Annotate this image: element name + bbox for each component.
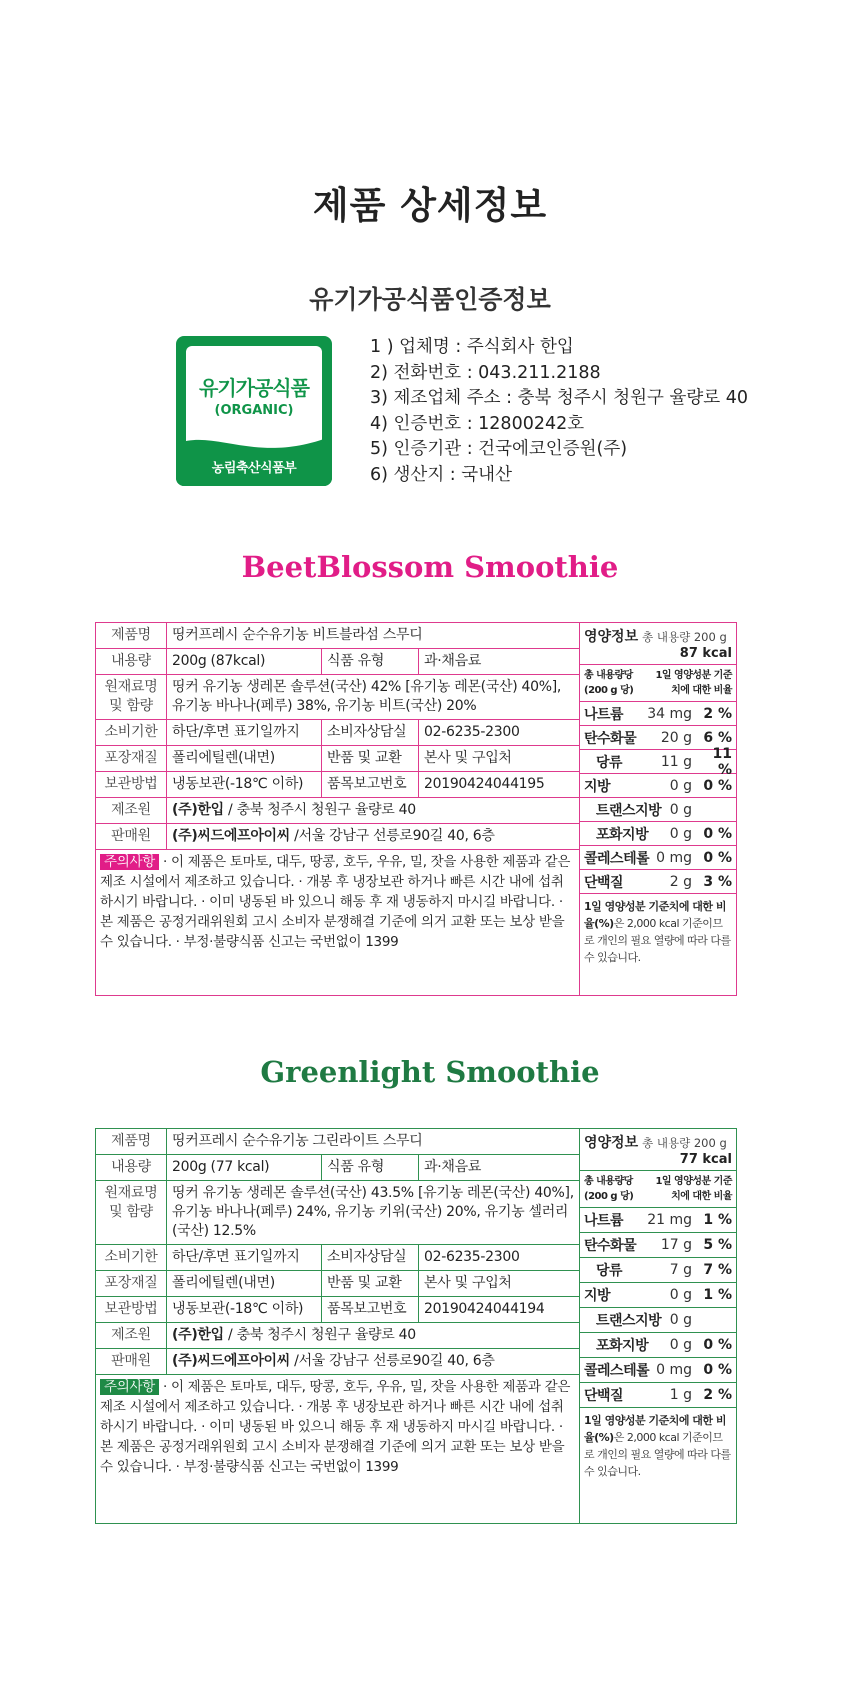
row-maker bbox=[96, 798, 579, 824]
nutrition-total: 총 내용량 200 g bbox=[642, 630, 727, 644]
value-name: 띵커프레시 순수유기농 그린라이트 스무디 bbox=[166, 1129, 579, 1154]
nutrient-name: 콜레스테롤 bbox=[584, 1363, 650, 1379]
nutrient-percent: 0 % bbox=[703, 849, 732, 866]
notice-text: · 이 제품은 토마토, 대두, 땅콩, 호두, 우유, 밀, 잣을 사용한 제품과 같은 제조 시설에서 제조하고 있습니다. · 개봉 후 냉장보관 하거나 빠른 시간 내에 섭취하시기 바랍니다. · 이미 냉동된 바 있으니 해동 후 재 냉동하지 마시길 바랍니다. · 본 제품은 공정거래위원회 고시 소비자 분쟁해결 기준에 의거 교환 또는 보상 받을 수 있습니다. · 부정·불량식품 신고는 국번없이 1399 bbox=[100, 854, 571, 950]
label-maker: 제조원 bbox=[111, 1327, 151, 1343]
value-ingredients: 띵커 유기농 생레몬 솔루션(국산) 42% [유기농 레몬(국산) 40%], 유기농 바나나(페루) 38%, 유기농 비트(국산) 20% bbox=[166, 675, 579, 719]
nutrient-row-protein bbox=[580, 870, 736, 894]
nutrient-percent: 0 % bbox=[703, 1362, 732, 1378]
nutrition-total: 총 내용량 200 g bbox=[642, 1136, 727, 1150]
label-expiry: 소비기한 bbox=[104, 724, 158, 740]
label-storage: 보관방법 bbox=[104, 776, 158, 792]
nutrient-name: 단백질 bbox=[584, 874, 624, 891]
row-packaging bbox=[96, 1271, 579, 1297]
value-maker bbox=[166, 1323, 579, 1348]
nutrient-row-sodium bbox=[580, 1208, 736, 1233]
label-seller: 판매원 bbox=[111, 828, 151, 844]
footnote-text: 은 2,000 kcal 기준이므로 개인의 필요 열량에 따라 다를 수 있습니다. bbox=[584, 917, 731, 964]
label-ingredients: 원재료명 및 함량 bbox=[104, 1185, 158, 1220]
nutrient-percent: 0 % bbox=[703, 777, 732, 794]
nutrition-subheader bbox=[580, 1171, 736, 1208]
spec-table-greenlight bbox=[95, 1128, 737, 1524]
row-seller bbox=[96, 824, 579, 850]
nutrient-percent: 6 % bbox=[703, 729, 732, 746]
nutrient-row-fat bbox=[580, 1283, 736, 1308]
nutrition-dv-label: 1일 영양성분 기준치에 대한 비율 bbox=[655, 1176, 732, 1202]
nutrient-name: 탄수화물 bbox=[584, 1238, 637, 1254]
value-name: 띵커프레시 순수유기농 비트블라섬 스무디 bbox=[166, 623, 579, 648]
nutrient-value: 21 mg bbox=[647, 1212, 692, 1228]
cert-info-item: 3) 제조업체 주소 : 충북 청주시 청원구 율량로 40 bbox=[370, 388, 749, 408]
nutrition-footnote bbox=[580, 894, 736, 970]
label-volume: 내용량 bbox=[111, 1159, 151, 1175]
nutrient-row-protein bbox=[580, 1383, 736, 1408]
footnote-bold: 1일 영양성분 기준치에 대한 비율(%) bbox=[584, 1414, 726, 1444]
row-maker bbox=[96, 1323, 579, 1349]
row-volume bbox=[96, 649, 579, 675]
cert-info-list bbox=[370, 335, 748, 488]
label-storage: 보관방법 bbox=[104, 1301, 158, 1317]
row-storage bbox=[96, 1297, 579, 1323]
nutrition-footnote bbox=[580, 1408, 736, 1484]
nutrient-percent: 2 % bbox=[703, 705, 732, 722]
nutrient-name: 포화지방 bbox=[596, 826, 649, 843]
value-return: 본사 및 구입처 bbox=[418, 746, 579, 771]
nutrition-per-label: 총 내용량당 (200 g 당) bbox=[584, 1176, 634, 1202]
footnote-bold: 1일 영양성분 기준치에 대한 비율(%) bbox=[584, 900, 726, 930]
nutrient-row-sugars bbox=[580, 745, 736, 778]
maker-name: (주)한입 bbox=[172, 1327, 224, 1343]
nutrition-header bbox=[580, 1129, 736, 1171]
nutrient-row-saturated-fat bbox=[580, 822, 736, 846]
row-volume bbox=[96, 1155, 579, 1181]
value-packaging: 폴리에틸렌(내면) bbox=[166, 1271, 321, 1296]
row-seller bbox=[96, 1349, 579, 1375]
nutrient-row-sugars bbox=[580, 1258, 736, 1283]
value-report: 20190424044195 bbox=[418, 772, 579, 797]
label-type: 식품 유형 bbox=[321, 1155, 418, 1180]
value-consult: 02-6235-2300 bbox=[418, 1245, 579, 1270]
nutrient-value: 0 mg bbox=[656, 849, 692, 866]
value-type: 과·채음료 bbox=[418, 1155, 579, 1180]
notice-label: 주의사항 bbox=[100, 1379, 159, 1395]
page-title: 제품 상세정보 bbox=[312, 184, 548, 227]
value-type: 과·채음료 bbox=[418, 649, 579, 674]
nutrition-kcal: 87 kcal bbox=[679, 646, 732, 661]
nutrient-value: 0 g bbox=[669, 777, 692, 794]
nutrient-row-trans-fat bbox=[580, 1308, 736, 1333]
label-type: 식품 유형 bbox=[321, 649, 418, 674]
label-name: 제품명 bbox=[111, 627, 151, 643]
value-maker bbox=[166, 798, 579, 823]
row-expiry bbox=[96, 720, 579, 746]
value-storage: 냉동보관(-18℃ 이하) bbox=[166, 1297, 321, 1322]
label-expiry: 소비기한 bbox=[104, 1249, 158, 1265]
badge-ministry: 농림축산식품부 bbox=[211, 461, 297, 476]
nutrient-name: 나트륨 bbox=[584, 706, 624, 723]
value-consult: 02-6235-2300 bbox=[418, 720, 579, 745]
seller-name: (주)씨드에프아이씨 bbox=[172, 828, 290, 844]
label-consult: 소비자상담실 bbox=[321, 720, 418, 745]
nutrition-header bbox=[580, 623, 736, 665]
organic-certification-badge bbox=[176, 336, 332, 486]
row-ingredients bbox=[96, 675, 579, 720]
notice-text: · 이 제품은 토마토, 대두, 땅콩, 호두, 우유, 밀, 잣을 사용한 제품과 같은 제조 시설에서 제조하고 있습니다. · 개봉 후 냉장보관 하거나 빠른 시간 내에 섭취하시기 바랍니다. · 이미 냉동된 바 있으니 해동 후 재 냉동하지 마시길 바랍니다. · 본 제품은 공정거래위원회 고시 소비자 분쟁해결 기준에 의거 교환 또는 보상 받을 수 있습니다. · 부정·불량식품 신고는 국번없이 1399 bbox=[100, 1379, 571, 1475]
badge-subtitle: (ORGANIC) bbox=[214, 403, 294, 418]
cert-info-item: 1 ) 업체명 : 주식회사 한입 bbox=[370, 337, 574, 357]
nutrient-value: 20 g bbox=[660, 729, 692, 746]
nutrient-value: 11 g bbox=[660, 753, 692, 770]
label-maker: 제조원 bbox=[111, 802, 151, 818]
nutrient-row-sodium bbox=[580, 702, 736, 726]
label-report: 품목보고번호 bbox=[321, 772, 418, 797]
nutrition-label: 영양정보 bbox=[584, 1135, 639, 1151]
nutrient-percent: 1 % bbox=[703, 1212, 732, 1228]
nutrition-panel bbox=[579, 1129, 736, 1523]
nutrient-percent: 11 % bbox=[712, 745, 732, 778]
nutrient-row-carbs bbox=[580, 1233, 736, 1258]
nutrient-value: 34 mg bbox=[647, 705, 692, 722]
spec-info-column bbox=[96, 623, 579, 995]
nutrient-percent: 1 % bbox=[703, 1287, 732, 1303]
seller-name: (주)씨드에프아이씨 bbox=[172, 1353, 290, 1369]
nutrient-row-trans-fat bbox=[580, 798, 736, 822]
label-packaging: 포장재질 bbox=[104, 750, 158, 766]
label-ingredients: 원재료명 및 함량 bbox=[104, 679, 158, 714]
value-volume: 200g (77 kcal) bbox=[166, 1155, 321, 1180]
seller-address: /서울 강남구 선릉로90길 40, 6층 bbox=[290, 828, 495, 844]
value-volume: 200g (87kcal) bbox=[166, 649, 321, 674]
nutrient-name: 나트륨 bbox=[584, 1213, 624, 1229]
row-storage bbox=[96, 772, 579, 798]
nutrient-name: 지방 bbox=[584, 778, 611, 795]
value-storage: 냉동보관(-18℃ 이하) bbox=[166, 772, 321, 797]
value-seller bbox=[166, 1349, 579, 1374]
label-volume: 내용량 bbox=[111, 653, 151, 669]
nutrient-value: 0 mg bbox=[656, 1362, 692, 1378]
nutrient-percent: 0 % bbox=[703, 1337, 732, 1353]
maker-name: (주)한입 bbox=[172, 802, 224, 818]
nutrient-name: 트랜스지방 bbox=[596, 1313, 662, 1329]
nutrient-row-saturated-fat bbox=[580, 1333, 736, 1358]
label-return: 반품 및 교환 bbox=[321, 746, 418, 771]
product-title-greenlight: Greenlight Smoothie bbox=[260, 1055, 600, 1089]
cert-heading: 유기가공식품인증정보 bbox=[309, 285, 551, 314]
nutrition-per-label: 총 내용량당 (200 g 당) bbox=[584, 670, 634, 696]
cert-info-item: 5) 인증기관 : 건국에코인증원(주) bbox=[370, 439, 628, 459]
notice-block bbox=[96, 850, 579, 954]
nutrition-panel bbox=[579, 623, 736, 995]
nutrient-value: 0 g bbox=[669, 1337, 692, 1353]
nutrient-value: 7 g bbox=[669, 1262, 692, 1278]
label-report: 품목보고번호 bbox=[321, 1297, 418, 1322]
nutrient-name: 당류 bbox=[596, 1263, 623, 1279]
product-title-beetblossom: BeetBlossom Smoothie bbox=[241, 550, 619, 584]
footnote-text: 은 2,000 kcal 기준이므로 개인의 필요 열량에 따라 다를 수 있습니다. bbox=[584, 1431, 731, 1478]
cert-info-item: 4) 인증번호 : 12800242호 bbox=[370, 413, 585, 434]
nutrition-kcal: 77 kcal bbox=[679, 1152, 732, 1167]
nutrient-value: 17 g bbox=[660, 1237, 692, 1253]
row-name bbox=[96, 623, 579, 649]
row-packaging bbox=[96, 746, 579, 772]
nutrient-value: 2 g bbox=[669, 873, 692, 890]
nutrient-name: 트랜스지방 bbox=[596, 802, 662, 819]
label-return: 반품 및 교환 bbox=[321, 1271, 418, 1296]
nutrient-name: 당류 bbox=[596, 754, 623, 771]
row-ingredients bbox=[96, 1181, 579, 1245]
cert-info-item: 6) 생산지 : 국내산 bbox=[370, 464, 512, 485]
nutrient-row-cholesterol bbox=[580, 1358, 736, 1383]
nutrient-percent: 2 % bbox=[703, 1387, 732, 1403]
seller-address: /서울 강남구 선릉로90길 40, 6층 bbox=[290, 1353, 495, 1369]
nutrient-name: 지방 bbox=[584, 1288, 611, 1304]
value-ingredients: 띵커 유기농 생레몬 솔루션(국산) 43.5% [유기농 레몬(국산) 40%], 유기농 바나나(페루) 24%, 유기농 키위(국산) 20%, 유기농 셀러리(국산) 12.5% bbox=[166, 1181, 579, 1244]
value-seller bbox=[166, 824, 579, 849]
nutrition-dv-label: 1일 영양성분 기준치에 대한 비율 bbox=[655, 670, 732, 696]
nutrient-name: 콜레스테롤 bbox=[584, 850, 650, 867]
label-consult: 소비자상담실 bbox=[321, 1245, 418, 1270]
row-name bbox=[96, 1129, 579, 1155]
value-expiry: 하단/후면 표기일까지 bbox=[166, 1245, 321, 1270]
nutrient-percent: 3 % bbox=[703, 873, 732, 890]
value-expiry: 하단/후면 표기일까지 bbox=[166, 720, 321, 745]
nutrient-value: 0 g bbox=[669, 801, 692, 818]
label-name: 제품명 bbox=[111, 1133, 151, 1149]
maker-address: / 충북 청주시 청원구 율량로 40 bbox=[223, 1327, 416, 1343]
nutrition-label: 영양정보 bbox=[584, 629, 639, 645]
nutrient-percent: 0 % bbox=[703, 825, 732, 842]
value-packaging: 폴리에틸렌(내면) bbox=[166, 746, 321, 771]
nutrient-value: 1 g bbox=[669, 1387, 692, 1403]
value-return: 본사 및 구입처 bbox=[418, 1271, 579, 1296]
cert-info-item: 2) 전화번호 : 043.211.2188 bbox=[370, 362, 601, 383]
nutrient-name: 포화지방 bbox=[596, 1338, 649, 1354]
value-report: 20190424044194 bbox=[418, 1297, 579, 1322]
badge-title: 유기가공식품 bbox=[199, 376, 309, 400]
nutrient-name: 단백질 bbox=[584, 1388, 624, 1404]
maker-address: / 충북 청주시 청원구 율량로 40 bbox=[223, 802, 416, 818]
label-seller: 판매원 bbox=[111, 1353, 151, 1369]
label-packaging: 포장재질 bbox=[104, 1275, 158, 1291]
nutrient-value: 0 g bbox=[669, 1312, 692, 1328]
spec-table-beetblossom bbox=[95, 622, 737, 996]
notice-label: 주의사항 bbox=[100, 854, 159, 870]
spec-info-column bbox=[96, 1129, 579, 1523]
nutrient-row-cholesterol bbox=[580, 846, 736, 870]
nutrition-subheader bbox=[580, 665, 736, 702]
row-expiry bbox=[96, 1245, 579, 1271]
nutrient-row-fat bbox=[580, 774, 736, 798]
nutrient-value: 0 g bbox=[669, 1287, 692, 1303]
nutrient-value: 0 g bbox=[669, 825, 692, 842]
nutrient-percent: 7 % bbox=[703, 1262, 732, 1278]
notice-block bbox=[96, 1375, 579, 1479]
nutrient-percent: 5 % bbox=[703, 1237, 732, 1253]
nutrient-name: 탄수화물 bbox=[584, 730, 637, 747]
